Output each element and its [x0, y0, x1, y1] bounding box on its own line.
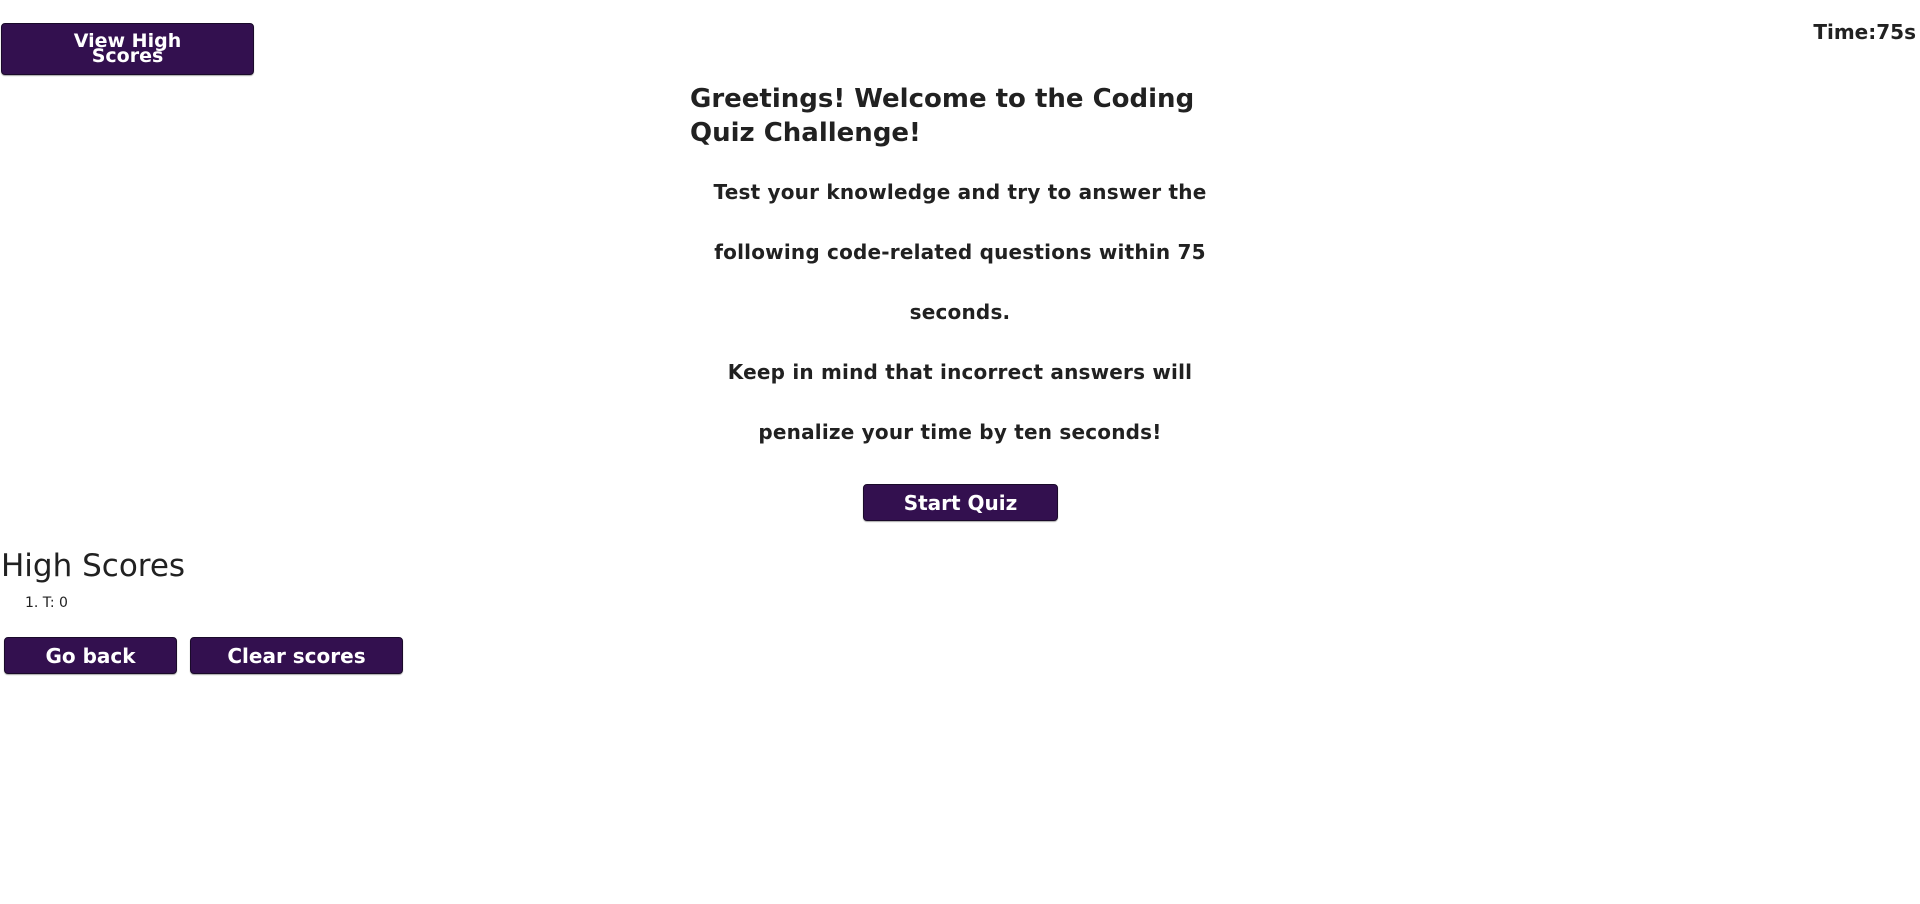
- timer-value: 75s: [1876, 20, 1916, 44]
- view-high-scores-button[interactable]: [1, 23, 254, 75]
- welcome-section: [690, 82, 1230, 462]
- timer-label: Time:: [1813, 20, 1877, 44]
- instructions: [690, 162, 1230, 462]
- high-score-entry: 1. T: 0: [25, 595, 68, 611]
- view-high-scores-label: View High Scores: [73, 30, 182, 67]
- high-scores-section: [1, 546, 185, 612]
- clear-scores-button[interactable]: Clear scores: [190, 637, 403, 674]
- timer: [1813, 20, 1916, 44]
- go-back-button[interactable]: Go back: [4, 637, 177, 674]
- high-scores-list: [1, 594, 185, 612]
- welcome-title: Greetings! Welcome to the Coding Quiz Challenge!: [690, 84, 1195, 148]
- high-scores-title: High Scores: [1, 548, 186, 584]
- instructions-paragraph-2: Keep in mind that incorrect answers will penalize your time by ten seconds!: [727, 360, 1193, 444]
- instructions-paragraph-1: Test your knowledge and try to answer the following code-related questions within 75 seconds.: [713, 180, 1207, 324]
- start-quiz-button[interactable]: Start Quiz: [863, 484, 1058, 521]
